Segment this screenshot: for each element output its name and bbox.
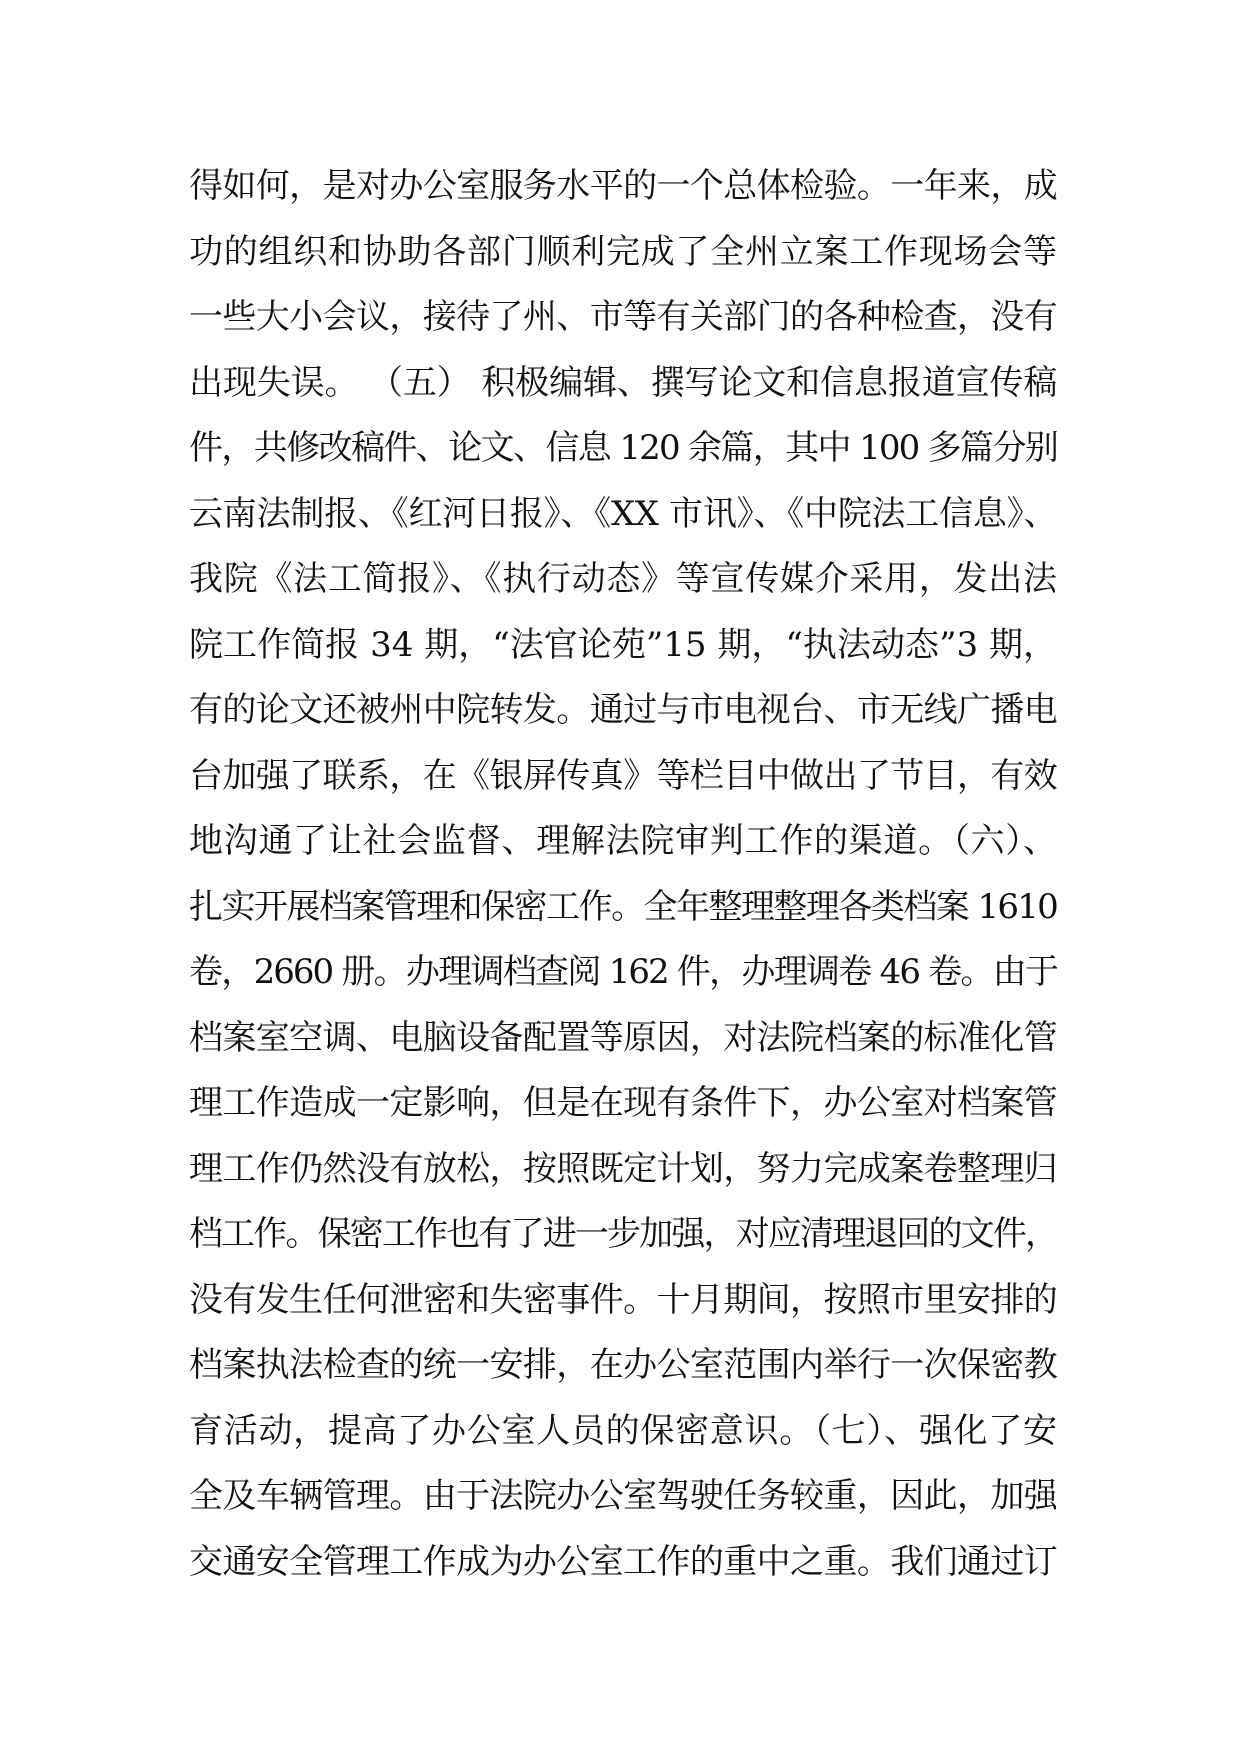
text-line: 理工作造成一定影响，但是在现有条件下，办公室对档案管	[189, 1083, 1057, 1123]
text-line: 出现失误。 （五） 积极编辑、撰写论文和信息报道宣传稿	[189, 362, 1057, 403]
text-line: 台加强了联系，在《银屏传真》等栏目中做出了节目，有效	[189, 755, 1057, 796]
text-line: 得如何，是对办公室服务水平的一个总体检验。一年来，成	[189, 166, 1057, 206]
text-line: 地沟通了让社会监督、理解法院审判工作的渠道。（六）、	[189, 821, 1057, 861]
text-line: 有的论文还被州中院转发。通过与市电视台、市无线广播电	[189, 690, 1057, 730]
text-line: 我院《法工简报》、《执行动态》等宣传媒介采用，发出法	[189, 559, 1057, 599]
text-line: 档工作。保密工作也有了进一步加强，对应清理退回的文件，	[189, 1214, 1057, 1254]
text-line: 档案执法检查的统一安排，在办公室范围内举行一次保密教	[189, 1345, 1057, 1385]
text-line: 育活动，提高了办公室人员的保密意识。（七）、强化了安	[189, 1410, 1057, 1451]
text-line: 没有发生任何泄密和失密事件。十月期间，按照市里安排的	[189, 1279, 1057, 1320]
text-line: 扎实开展档案管理和保密工作。全年整理整理各类档案 1610	[189, 886, 1057, 927]
text-line: 交通安全管理工作成为办公室工作的重中之重。我们通过订	[189, 1541, 1057, 1582]
document-body	[189, 154, 1057, 1595]
text-line: 一些大小会议，接待了州、市等有关部门的各种检查，没有	[189, 297, 1057, 337]
text-line: 云南法制报、《红河日报》、《XX 市讯》、《中院法工信息》、	[189, 493, 1057, 534]
text-line: 件，共修改稿件、论文、信息 120 余篇，其中 100 多篇分别	[189, 428, 1057, 468]
text-line: 档案室空调、电脑设备配置等原因，对法院档案的标准化管	[189, 1017, 1057, 1058]
text-line: 卷，2660 册。办理调档查阅 162 件，办理调卷 46 卷。由于	[189, 952, 1057, 992]
text-line: 理工作仍然没有放松，按照既定计划，努力完成案卷整理归	[189, 1148, 1057, 1189]
text-line: 全及车辆管理。由于法院办公室驾驶任务较重，因此，加强	[189, 1476, 1057, 1516]
text-line: 院工作简报 34 期，“法官论苑”15 期，“执法动态”3 期，	[189, 624, 1057, 665]
text-line: 功的组织和协助各部门顺利完成了全州立案工作现场会等	[189, 231, 1057, 272]
